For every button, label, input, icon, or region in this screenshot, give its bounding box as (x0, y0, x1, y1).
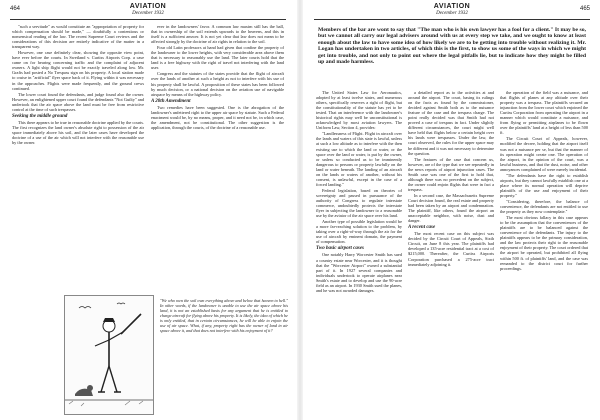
paragraph: Two remedies have been suggested. One is the abrogation of the landowner's unfettered right to the upper air space by statute. Such a Federal enactment would be, by no means, proper, and it need not be, in which case, the amendment, not be constitutional. The other suggestion is the application, through the courts, of the doctrine of a reasonable use. (151, 104, 284, 130)
left-page-number: 464 (10, 6, 21, 12)
paragraph: "Considering, therefore, the balance of convenience, the defendants are not entitled to use the property as they now contemplate." (500, 198, 588, 215)
paragraph: The lower court found the defendants, and judge found also the owner. However, an enlightened upper court found the defendants "Not Guilty" and undertook that the air space above the land must be free from restrictive control at the time of such trespasses. (12, 91, 144, 112)
paragraph: The most recent case on this subject was decided by the Circuit Court of Appeals, Sixth Circuit, on June 8 this year. The plaintiffs had developed a 135-acre residential tract at a cost of $215,000. Thereafter, the Curtiss Airports Corporation purchased a 275-acre tract immediately adjoining it. (408, 231, 494, 267)
paragraph: a detailed report as to the activities at and around the airport. The court, basing its rulings on the facts as found by the commissioner, decided against Smith both as to the nuisance feature of the case and the trespass charge. The point really decided was that Smith had not proved a case of trespass in fact. Under slightly different circumstances, the court might well have held that flights below a certain height over his lands were trespasses. Under the law, the court observed, the rules for the upper space may be different and it was not necessary to determine the question. (408, 90, 494, 156)
paragraph: The United States Law for Aeronautics, adopted by at least twelve states, and numerous others, specifically reserves a right of flight, but the constitutionality of the statute has yet to be tested. That an interference with the landowner's historical rights may well be unconstitutional is acknowledged by most aviation lawyers. The Uniform Law, Section 4, provides: (316, 90, 402, 131)
paragraph: "such a servitude" as would constitute an "appropriation of property for which compensation should be made," — doubtfully a contentious or nonsensical reading of the law. The recent Supreme Court reviews and the considerations of this decision are entirely indicative of the matter in a transparent way. (12, 24, 144, 50)
paragraph: However, one case definitely clear, showing the opposite view point, have ever before the courts. In Swetland v. Curtiss Airports Corp. a case came on for hearing concerning traffic and the complaint of adjacent owners. A light ship flight would not be exactly traveled along low. Mr. Grafts had posted a No Trespass sign on his property. A local station made to cruise in "artificial" flyer space back of it. Flying within it was necessary in the approaches. Flights were made frequently, and the ground crews continued. (12, 50, 144, 91)
right-column-3 (500, 90, 588, 416)
binding-gutter (297, 0, 303, 420)
subheading: A 20th Amendment (151, 98, 191, 104)
paragraph: This there appears to be true in reasonable doctrine applied by the courts. The first recognizes the land owner's absolute right to possession of the air space immediately above his soil, and the later cases have developed the doctrine of a use of the air which will not interfere with the reasonable use by the owner. (12, 119, 144, 146)
subheading: A recent case (408, 225, 436, 231)
left-page (0, 0, 296, 420)
right-page (304, 0, 600, 420)
paragraph: The features of the case that concern us, however, are of the type that we see repeatedly in the news reports of airport injunction cases. The Smith case was one of the first to hold that, although there was no precedent on the subject, the owner could enjoin flights that were in fact a trespass. (408, 156, 494, 192)
paragraph: Congress and the statutes of the states provide that the flight of aircraft over the lands of another at such a height as not to interfere with his use of his property shall be lawful. A proposition of these states has been followed by much decision, or a national decision on the aviation use of navigable airspace by means of the highway policy. (151, 71, 284, 97)
right-page-number: 465 (579, 6, 590, 12)
paragraph: "The defendants have the right to establish airports, but they cannot lawfully establish one at a place where its normal operation will deprive plaintiffs of the use and enjoyment of their property." (500, 172, 588, 198)
paragraph: ever in the landowners' favor. A common law maxim still has the ball, that in ownership of the soil extends upwards to the heavens, and this in itself is a sufficient answer. It is not yet clear that law does not mean to be affected strongly by the doctrine of air rights in relation to the soil. (151, 24, 284, 45)
paragraph: Federal legislation, based on theories of sovereignty and passed in pursuance of the authority of Congress to regulate interstate commerce, undoubtedly protects the interstate flyer in subjecting the landowner to a reasonable use by the aviator of the air space over his land. (316, 187, 402, 219)
paragraph: the operation of the field was a nuisance, and that flights of planes at any altitude over their property was a trespass. The plaintiffs secured an injunction from the lower court which enjoined the Curtiss Corporation from operating the airport in a manner which would constitute a nuisance, and from flying or permitting airplanes to be flown over the plaintiffs' land at a height of less than 500 ft. (500, 90, 588, 136)
paragraph: Another type of possible legislation would be a more far-reaching solution to the problem, by taking over a right-of-way through the air for the use of aircraft by eminent domain, the payment of compensation. (316, 219, 402, 245)
paragraph: In a second case, the Massachusetts Supreme Court decision found, the real estate and property had been taken by an airport and condemnation. The plaintiff, like others, found the airport an unacceptable neighbor, with noise, dust and danger. (408, 192, 494, 224)
paragraph: The most obvious fallacy in this case appears to be the assumption that the conveniences of the plaintiffs are to be balanced against the convenience of the defendants. The injury to the plaintiffs appears to be the primary consideration, and the law protects their right to the reasonable enjoyment of their property. The court ordered that the airport be operated, but prohibited all flying within 500 ft. of plaintiffs' land, and the case was remanded to the district court for further proceedings. (500, 215, 588, 271)
right-date: December 1932 (436, 11, 468, 16)
right-page-header (314, 3, 590, 20)
paragraph: One notably Harry Worcester Smith has sued a country estate near Worcester, and it is thought that the "Worcester Airport" owned a substantial part of it. In 1927 several companies and individuals undertook to operate airplanes near Smith's estate and to develop and use the 90-acre field as an airport. In 1930 Smith sued the planes, and he was not awarded damages. (316, 252, 402, 293)
subheading: Seeking the middle ground (12, 113, 68, 119)
right-column-2 (408, 90, 494, 416)
paragraph: The Circuit Court of Appeals, however, modified the decree, holding that the airport itself was not a nuisance per se, but that the manner of its operation might create one. The operation of the airport, in the opinion of the court, was a lawful business, and that the dust, noise, and other annoyances complained of were merely incidental. (500, 136, 588, 172)
left-date: December 1932 (132, 11, 164, 16)
article-lead: Members of the bar are wont to say that "The man who is his own lawyer has a fool for a client." It may be so, but we cannot all carry our legal advisers around with us at every step we take, and we ought to know at least enough about the law to have some idea of how likely we are to be getting into trouble without realizing it. Mr. Logan has undertaken in two articles, of which this is the first, to show us some of the ways in which we might get into trouble, and not only to point out where the legal pitfalls lie, but to indicate how they might be filled up and made harmless. (318, 27, 586, 66)
left-masthead: AVIATION (129, 3, 167, 10)
left-column-1 (12, 24, 144, 292)
paragraph: "Landlessness of Flight. Flight in aircraft over the lands and waters of this state is lawful, unless at such a low altitude as to interfere with the then existing use to which the land or water, or the space over the land or water, is put by the owner, or unless so conducted as to be imminently dangerous to persons or property lawfully on the land or water beneath. The landing of an aircraft on the lands or waters of another, without his consent, is unlawful, except in the case of a forced landing." (316, 131, 402, 187)
right-column-1 (316, 90, 402, 416)
cartoon-drawing (65, 296, 153, 414)
cartoon-illustration (64, 295, 154, 415)
paragraph: Four old Latin professors at hand had given that confine the property of the landowner to the lower heights, with very considerable area above them that is necessary to reasonably use the land. The later courts hold that the land is a free highway with the right of travel not interfering with the land user. (151, 45, 284, 71)
right-masthead: AVIATION (433, 3, 471, 10)
left-column-2 (151, 24, 284, 294)
left-page-header (10, 3, 286, 20)
cartoon-caption: "We who own the soil own everything above and below that heaven to hell." In other words, if the landowner is unable to use the air space above his land, it is not an established basis for any argument that he is entitled to charge aircraft for flying above his property. It is likely, the idea of which he is only entitled, that in certain circumstances, he will be able to enjoin the use of air space. What, if any, property right has the owner of land in air space above it, and that does not interfere with his enjoyment of it? (160, 298, 288, 333)
subheading: Two basic airport cases (316, 246, 365, 252)
